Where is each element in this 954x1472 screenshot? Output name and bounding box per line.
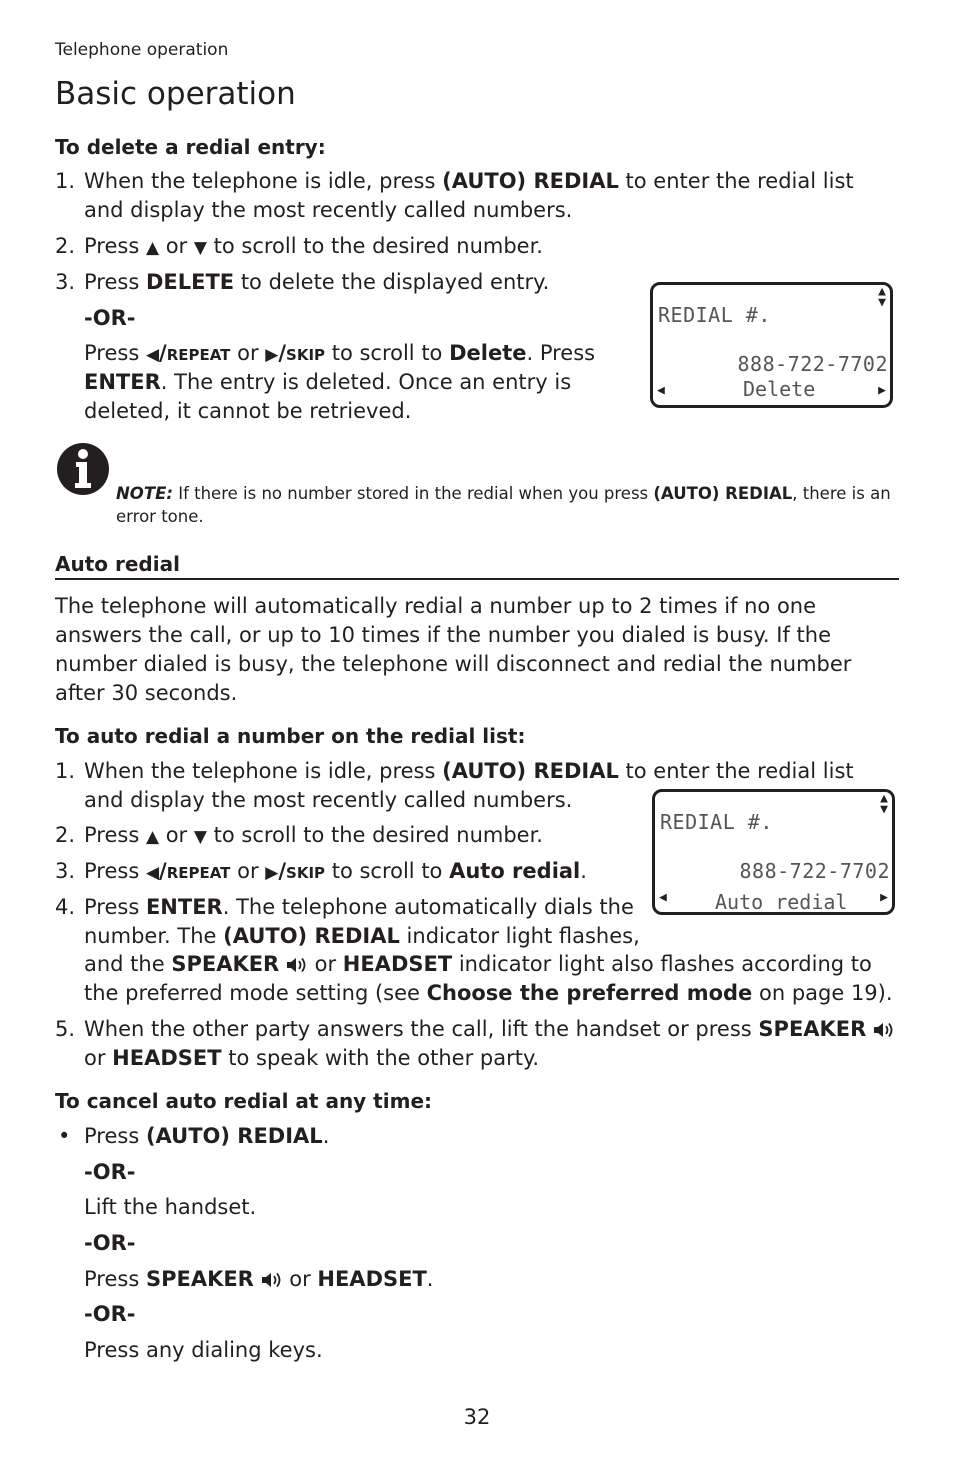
cancel-heading: To cancel auto redial at any time:: [55, 1089, 433, 1113]
up-arrow-icon: ▲: [145, 827, 160, 847]
auto-step-4-line-4: the preferred mode setting (see Choose the preferred mode on page 19).: [84, 981, 893, 1005]
page-number: 32: [463, 1405, 491, 1429]
delete-step-2: Press ▲ or ▼ to scroll to the desired number.: [84, 234, 543, 258]
auto-para-line: after 30 seconds.: [55, 681, 238, 705]
up-arrow-icon: ▲: [145, 238, 160, 258]
speaker-icon: [286, 956, 308, 974]
down-arrow-icon: ▼: [193, 238, 207, 258]
auto-step-1-cont: and display the most recently called numbers.: [84, 788, 573, 812]
up-down-indicator-icon: ▲ ▼: [878, 284, 886, 310]
speaker-icon: [873, 1021, 895, 1039]
cancel-option-4: Press any dialing keys.: [84, 1338, 323, 1362]
page-title: Basic operation: [55, 76, 296, 112]
auto-step-5-line-2: or HEADSET to speak with the other party.: [84, 1046, 540, 1070]
or-separator: -OR-: [84, 1302, 136, 1326]
info-icon: [56, 441, 110, 497]
or-separator: -OR-: [84, 306, 136, 330]
auto-redial-heading: Auto redial: [55, 552, 180, 576]
cancel-option-2: Lift the handset.: [84, 1195, 257, 1219]
step-number: 3.: [55, 859, 76, 883]
auto-step-5-line-1: When the other party answers the call, lift the handset or press SPEAKER: [84, 1015, 895, 1044]
step-number: 2.: [55, 234, 76, 258]
or-separator: -OR-: [84, 1160, 136, 1184]
cancel-option-1: Press (AUTO) REDIAL.: [84, 1124, 330, 1148]
lcd-line-3: Auto redial: [715, 890, 848, 914]
lcd-left-arrow-icon: ◀: [657, 383, 665, 398]
delete-alt-line-2: ENTER. The entry is deleted. Once an entry is: [84, 370, 572, 394]
lcd-line-1: REDIAL #.: [658, 303, 771, 327]
auto-step-2: Press ▲ or ▼ to scroll to the desired number.: [84, 823, 543, 847]
left-arrow-icon: ◀: [145, 345, 160, 365]
down-arrow-icon: ▼: [193, 827, 207, 847]
auto-para-line: The telephone will automatically redial a number up to 2 times if no one: [55, 594, 817, 618]
auto-para-line: answers the call, or up to 10 times if the number you dialed is busy. If the: [55, 623, 831, 647]
step-number: 5.: [55, 1017, 76, 1041]
lcd-line-3: Delete: [743, 377, 816, 401]
heading-rule: [55, 578, 899, 580]
auto-step-3: Press ◀/REPEAT or ▶/SKIP to scroll to Auto redial.: [84, 859, 587, 883]
lcd-screen-auto-redial: [652, 789, 895, 915]
cancel-option-3: Press SPEAKER or HEADSET.: [84, 1267, 434, 1291]
step-number: 1.: [55, 759, 76, 783]
right-arrow-icon: ▶: [265, 345, 279, 365]
delete-step-3: Press DELETE to delete the displayed entry.: [84, 270, 550, 294]
auto-step-4-line-2: number. The (AUTO) REDIAL indicator light flashes,: [84, 924, 640, 948]
speaker-icon: [261, 1271, 283, 1289]
section-label: Telephone operation: [55, 40, 229, 60]
delete-alt-line-1: Press ◀/REPEAT or ▶/SKIP to scroll to Delete. Press: [84, 341, 596, 365]
step-number: 2.: [55, 823, 76, 847]
step-number: 4.: [55, 895, 76, 919]
left-arrow-icon: ◀: [145, 863, 160, 883]
lcd-line-2: 888-722-7702: [737, 352, 888, 376]
note-text: NOTE: If there is no number stored in the redial when you press (AUTO) REDIAL, there is an error tone.: [116, 484, 891, 526]
auto-sub-heading: To auto redial a number on the redial list:: [55, 724, 526, 748]
lcd-right-arrow-icon: ▶: [878, 383, 886, 398]
delete-step-1-cont: and display the most recently called numbers.: [84, 198, 573, 222]
auto-para-line: number dialed is busy, the telephone will disconnect and redial the number: [55, 652, 852, 676]
right-arrow-icon: ▶: [265, 863, 279, 883]
delete-heading: To delete a redial entry:: [55, 135, 326, 159]
step-number: 1.: [55, 169, 76, 193]
auto-step-4-line-3: and the SPEAKER or HEADSET indicator light also flashes according to: [84, 952, 872, 976]
lcd-line-1: REDIAL #.: [660, 810, 773, 834]
or-separator: -OR-: [84, 1231, 136, 1255]
delete-step-1: When the telephone is idle, press (AUTO) REDIAL to enter the redial list: [84, 169, 854, 193]
lcd-left-arrow-icon: ◀: [659, 890, 667, 905]
lcd-right-arrow-icon: ▶: [880, 890, 888, 905]
step-number: 3.: [55, 270, 76, 294]
auto-step-4-line-1: Press ENTER. The telephone automatically dials the: [84, 895, 634, 919]
lcd-screen-delete: [650, 282, 893, 408]
auto-step-1: When the telephone is idle, press (AUTO) REDIAL to enter the redial list: [84, 759, 854, 783]
bullet: •: [58, 1124, 71, 1148]
up-down-indicator-icon: ▲ ▼: [880, 791, 888, 817]
delete-alt-line-3: deleted, it cannot be retrieved.: [84, 399, 412, 423]
lcd-line-2: 888-722-7702: [739, 859, 890, 883]
